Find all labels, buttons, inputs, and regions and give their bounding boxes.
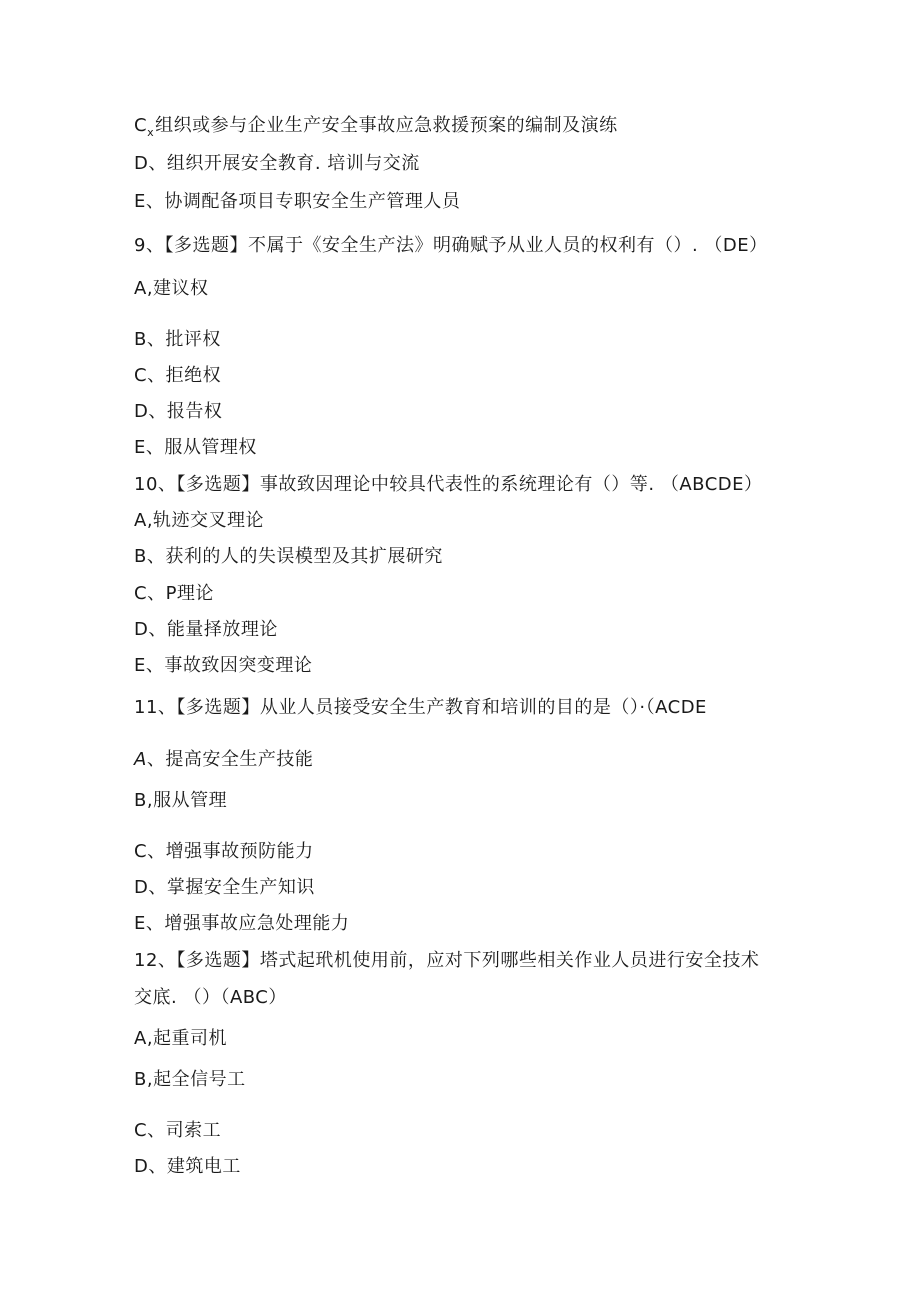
option-c: C、P理论 [134,583,214,604]
option-d: D、建筑电工 [134,1156,241,1177]
option-e: E、服从管理权 [134,437,257,458]
option-letter: A [134,749,147,770]
question-10: 10、【多选题】事故致因理论中较具代表性的系统理论有（）等. （ABCDE） [134,474,763,495]
option-d: D、掌握安全生产知识 [134,877,315,898]
option-e: E、协调配备项目专职安全生产管理人员 [134,191,461,212]
option-d: D、组织开展安全教育. 培训与交流 [134,153,420,174]
option-b: B、批评权 [134,329,221,350]
question-9: 9、【多选题】不属于《安全生产法》明确赋予从业人员的权利有（）. （DE） [134,235,768,256]
question-12: 12、【多选题】塔式起玳机使用前，应对下列哪些相关作业人员进行安全技术 [134,950,760,971]
option-letter: C [134,115,148,136]
option-letter-subscript: x [147,126,155,139]
option-a [134,748,313,772]
question-11: 11、【多选题】从业人员接受安全生产教育和培训的目的是（）·（ACDE [134,697,707,718]
option-a: A,建议权 [134,278,209,299]
option-c: C、增强事故预防能力 [134,841,314,862]
option-e: E、事故致因突变理论 [134,655,313,676]
option-d: D、报告权 [134,401,223,422]
question-12-continuation: 交底. （）（ABC） [134,987,287,1008]
option-b: B、获利的人的失误模型及其扩展研究 [134,546,443,567]
option-e: E、增强事故应急处理能力 [134,913,350,934]
option-d: D、能量择放理论 [134,619,278,640]
option-c: C、司索工 [134,1120,222,1141]
option-text: 组织或参与企业生产安全事故应急救援预案的编制及演练 [155,115,618,136]
option-c [134,114,618,145]
option-a: A,起重司机 [134,1028,228,1049]
option-b: B,起全信号工 [134,1069,246,1090]
option-c: C、拒绝权 [134,365,222,386]
option-text: 、提高安全生产技能 [146,749,314,770]
option-a: A,轨迹交叉理论 [134,510,265,531]
option-b: B,服从管理 [134,790,228,811]
